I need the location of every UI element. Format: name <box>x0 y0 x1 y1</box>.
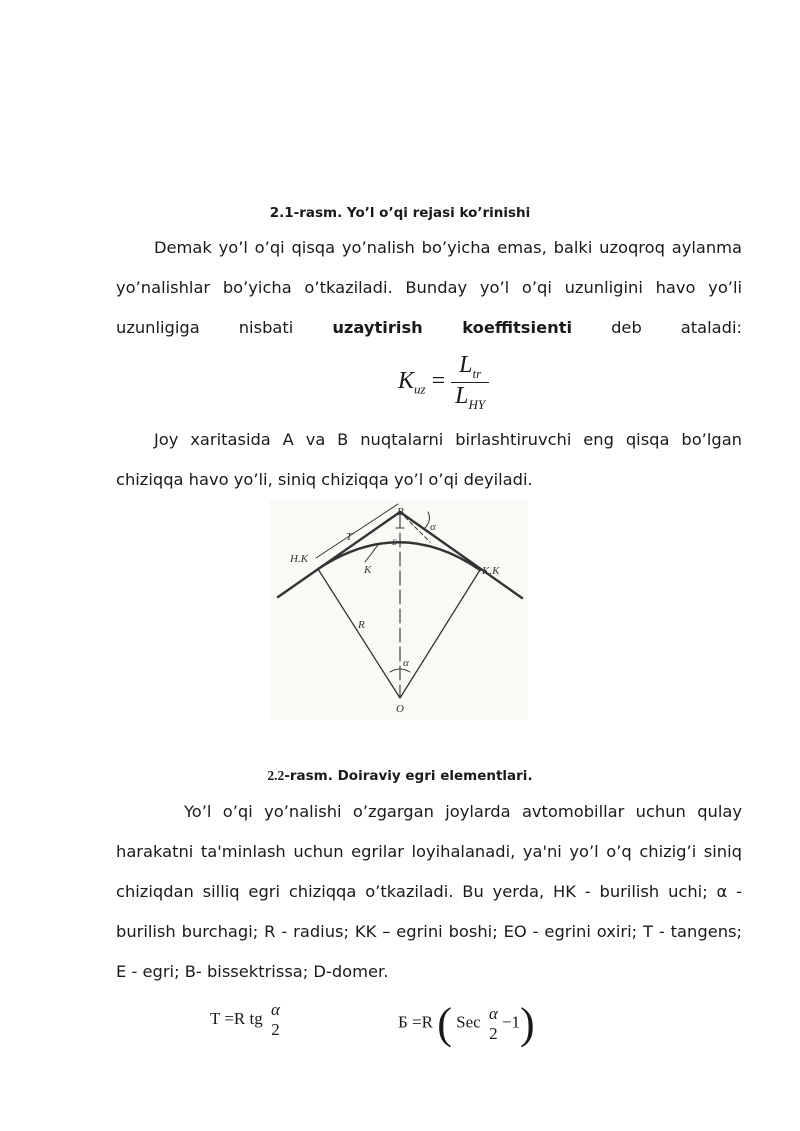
formula-kuz <box>398 352 489 413</box>
formula-bisector: Б =R ( Sec α 2 −1) <box>398 999 535 1048</box>
formula-tangent-num: α <box>271 1000 280 1019</box>
label-r: R <box>358 619 365 631</box>
paragraph-1-tail: deb ataladi: <box>572 318 742 337</box>
label-alpha-bottom: α <box>403 657 409 669</box>
circular-curve-drawing <box>270 500 528 720</box>
alpha-arc-top <box>425 512 429 528</box>
formula-bisector-minus: − <box>501 1012 512 1032</box>
label-t: T <box>346 531 353 543</box>
formula-tangent-den: 2 <box>271 1020 280 1039</box>
formula-tangent-eq: = <box>224 1008 234 1028</box>
formula-tangent <box>210 1000 284 1040</box>
radius-right <box>400 570 480 698</box>
formula-kuz-sub: uz <box>414 381 426 397</box>
figure-caption-2-2-text: -rasm. Doiraviy egri elementlari. <box>284 768 533 784</box>
paragraph-2 <box>116 420 742 500</box>
figure-caption-2-1: 2.1-rasm. Yo’l o’qi rejasi ko’rinishi <box>269 205 531 221</box>
formula-bisector-b: Б <box>398 1012 408 1032</box>
formula-bisector-fn: Sec <box>456 1012 481 1032</box>
label-b: Б <box>392 538 397 547</box>
formula-kuz-k: K <box>398 367 415 394</box>
formula-bisector-eq: = <box>412 1012 422 1032</box>
formula-tangent-fn: tg <box>249 1008 263 1028</box>
circular-curve-figure <box>270 500 528 720</box>
figure-caption-2-2 <box>0 768 800 784</box>
figure-caption-2-2-number: 2.2 <box>267 768 285 783</box>
formula-tangent-r: R <box>233 1008 246 1028</box>
label-hk: H.K <box>290 553 309 565</box>
formula-bisector-num: α <box>488 1003 498 1023</box>
formula-kuz-den: L <box>455 382 469 409</box>
paragraph-3-text: Yo’l o’qi yo’nalishi o’zgargan joylarda avtomobillar uchun qulay harakatni ta'minlash uchun egrilar loyihalanadi, ya'ni yo’l o’q chizig’i siniq chiziqdan silliq egri chiziqqa o’tkaziladi. Bu yerda, HK - burilish uchi; α - burilish burchagi; R - radius; KK – egrini boshi; EO - egrini oxiri; T - tangens; E - egri; B- bissektrissa; D-domer. <box>116 802 742 981</box>
curve-arc <box>318 542 480 570</box>
formula-tangent-t: T <box>210 1008 221 1028</box>
formula-bisector-fraction <box>485 1004 502 1044</box>
label-k: K <box>364 564 372 576</box>
paragraph-1 <box>116 228 742 348</box>
paragraph-3 <box>116 792 742 992</box>
paragraph-2-text: Joy xaritasida A va B nuqtalarni birlashtiruvchi eng qisqa bo’lgan chiziqqa havo yo’li, siniq chiziqqa yo’l o’qi deyiladi. <box>116 430 742 489</box>
tangent-line-right <box>400 512 522 598</box>
formula-bisector-one: 1 <box>511 1012 520 1032</box>
label-alpha-top: α <box>430 521 436 533</box>
formula-kuz-num-sub: tr <box>472 365 482 381</box>
formula-bisector-den: 2 <box>489 1023 498 1043</box>
label-top-point: B <box>397 506 404 518</box>
formula-kuz-fraction <box>451 352 489 413</box>
label-center: O <box>396 703 404 715</box>
formula-kuz-den-sub: HY <box>468 396 486 412</box>
formula-tangent-fraction <box>267 1000 284 1040</box>
formula-bisector-r: R <box>421 1012 433 1032</box>
formula-kuz-eq: = <box>431 367 446 394</box>
radius-left <box>318 569 400 698</box>
formula-kuz-num: L <box>459 352 473 378</box>
paragraph-1-text: Demak yo’l o’qi qisqa yo’nalish bo’yicha emas, balki uzoqroq aylanma yo’nalishlar bo’yicha o’tkaziladi. Bunday yo’l o’qi uzunligini havo yo’li uzunligiga nisbati <box>116 238 742 337</box>
paragraph-1-term: uzaytirish koeffitsienti <box>332 318 573 337</box>
label-kk: K.K <box>482 565 500 577</box>
